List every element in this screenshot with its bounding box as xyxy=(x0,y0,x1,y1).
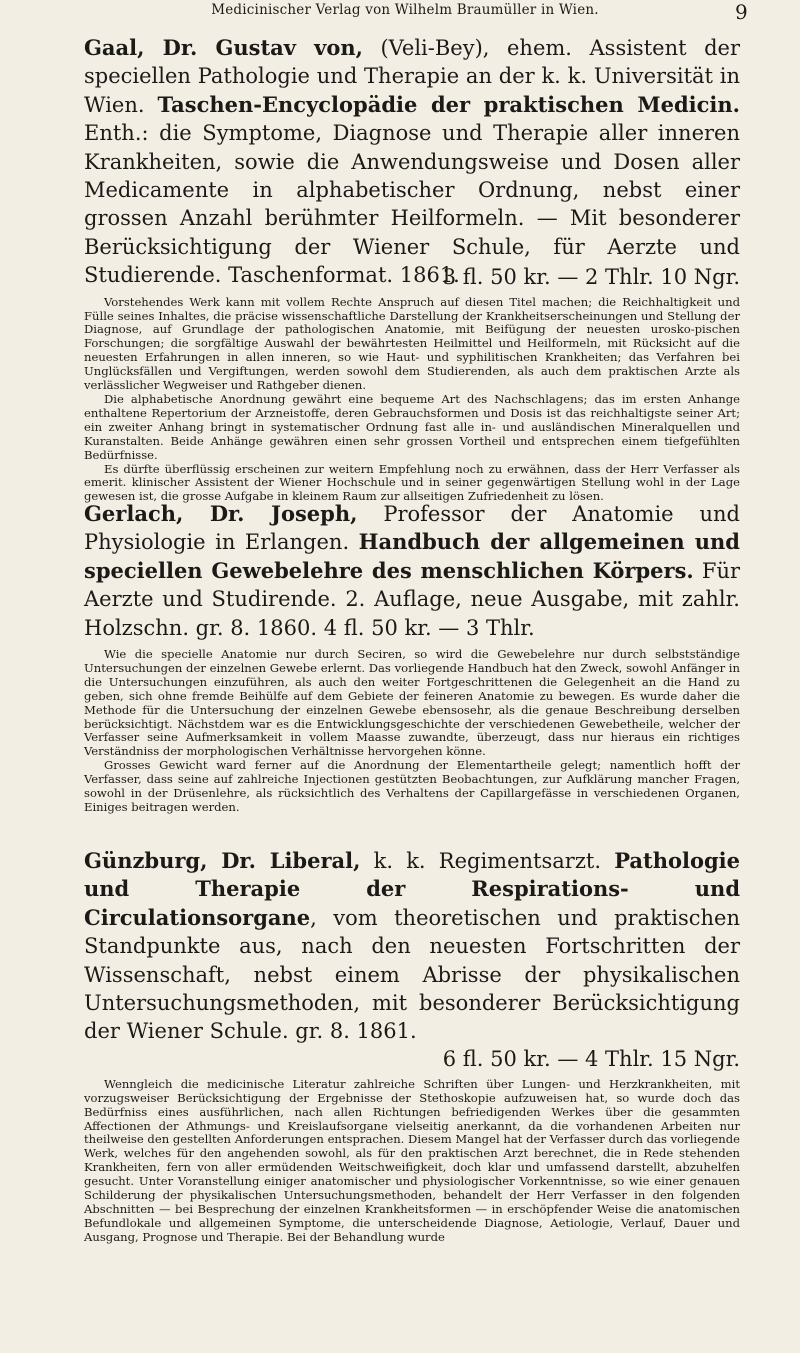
author-description: (Veli-Bey), ehem. Assistent der speciellen Pathologie und Therapie an der k. k. Universität in Wien. xyxy=(84,36,740,117)
description-paragraph: Grosses Gewicht ward ferner auf die Anordnung der Elementartheile gelegt; namentlich hofft der Verfasser, dass seine auf zahlreiche Injectionen gestützten Beobachtungen, zur Aufklärung mancher Fragen, sowohl in der Drüsenlehre, als rücksichtlich des Verhaltens der Capillargefässe in verschiedenen Organen, Einiges beitragen werden. xyxy=(84,758,740,814)
description-paragraph: Vorstehendes Werk kann mit vollem Rechte Anspruch auf diesen Titel machen; die Reichhaltigkeit und Fülle seines Inhaltes, die präcise wissenschaftliche Darstellung der Krankheitserscheinungen und Stellung der Diagnose, auf Grundlage der pathologischen Anatomie, mit Beifügung der neuesten urosko-pischen Forschungen; die sorgfältige Auswahl der bewährtesten Heilmittel und Heilformeln, mit Rücksicht auf die neuesten Erfahrungen in allen inneren, so wie Haut- und syphilitischen Krankheiten; das Verfahren bei Unglücksfällen und Vergiftungen, werden sowohl dem Studierenden, als auch dem praktischen Arzte als verlässlicher Wegweiser und Rathgeber dienen. xyxy=(84,294,740,393)
price: 6 fl. 50 kr. — 4 Thlr. 15 Ngr. xyxy=(442,1046,740,1071)
book-title: Pathologie und Therapie der Respirations- und Circulationsorgane xyxy=(84,848,741,930)
running-head: Medicinischer Verlag von Wilhelm Braumüller in Wien. xyxy=(211,2,599,18)
entry-heading xyxy=(84,34,740,290)
catalog-entry-gerlach xyxy=(84,500,740,815)
author-name: Gaal, Dr. Gustav von, xyxy=(84,35,363,60)
description xyxy=(84,1078,740,1245)
entry-heading xyxy=(84,847,740,1046)
description-paragraph: Die alphabetische Anordnung gewährt eine bequeme Art des Nachschlagens; das im ersten Anhange enthaltene Repertorium der Arzneistoffe, deren Gebrauchsformen und Dosis ist das reichhaltigste seiner Art; ein zweiter Anhang bringt in systematischer Ordnung fast alle in- und ausländischen Mineralquellen und Kuranstalten. Beide Anhänge gewähren einen sehr grossen Vortheil und entsprechen einem tiefgefühlten Bedürfnisse. xyxy=(84,392,740,462)
author-name: Günzburg, Dr. Liberal, xyxy=(84,848,361,873)
description-paragraph: Wie die specielle Anatomie nur durch Seciren, so wird die Gewebelehre nur durch selbstständige Untersuchungen der einzelnen Gewebe erlernt. Das vorliegende Handbuch hat den Zweck, sowohl Anfänger in die Untersuchungen einzuführen, als auch den weiter Fortgeschrittenen die Gelegenheit an die Hand zu geben, sich ohne fremde Beihülfe auf dem Gebiete der feineren Anatomie zu bewegen. Es wurde daher die Methode für die Untersuchung der einzelnen Gewebe ebensosehr, als die genaue Beschreibung derselben berücksichtigt. Nächstdem war es die Entwicklungsgeschichte der verschiedenen Gewebetheile, welcher der Verfasser seine Aufmerksamkeit in vollem Maasse zuwandte, überzeugt, dass nur hieraus ein richtiges Verständniss der morphologischen Verhältnisse hervorgehen könne. xyxy=(84,647,740,759)
page-number: 9 xyxy=(735,0,748,24)
entry-heading xyxy=(84,500,740,642)
book-title: Taschen-Encyclopädie der praktischen Medicin. xyxy=(157,91,740,117)
description-paragraph: Es dürfte überflüssig erscheinen zur weitern Empfehlung noch zu erwähnen, dass der Herr Verfasser als emerit. klinischer Assistent der Wiener Hochschule und in seiner gegenwärtigen Stellung wohl in der Lage gewesen ist, die grosse Aufgabe in kleinem Raum zur allseitigen Zufriedenheit zu lösen. xyxy=(84,461,740,504)
catalog-entry-guenzburg xyxy=(84,847,740,1245)
book-title: Handbuch der allgemeinen und speciellen Gewebelehre des menschlichen Körpers. xyxy=(84,529,740,583)
catalog-entry-gaal xyxy=(84,34,740,504)
book-details: Enth.: die Symptome, Diagnose und Therapie aller inneren Krankheiten, sowie die Anwendungsweise und Dosen aller Medicamente in alphabetischer Ordnung, nebst einer grossen Anzahl berühmter Heilformeln. — Mit besonderer Berücksichtigung der Wiener Schule, für Aerzte und Studierende. Taschenformat. 1861. xyxy=(84,121,740,288)
price: 3 fl. 50 kr. — 2 Thlr. 10 Ngr. xyxy=(442,264,740,289)
book-details: , vom theoretischen und praktischen Standpunkte aus, nach den neuesten Fortschritten der Wissenschaft, nebst einem Abrisse der physikalischen Untersuchungsmethoden, mit besonderer Berücksichtigung der Wiener Schule. gr. 8. 1861. xyxy=(84,905,740,1044)
author-name: Gerlach, Dr. Joseph, xyxy=(84,501,358,526)
book-details: Für Aerzte und Studirende. 2. Auflage, neue Ausgabe, mit zahlr. Holzschn. gr. 8. 1860. 4 fl. 50 kr. — 3 Thlr. xyxy=(84,558,741,640)
price-line xyxy=(84,1046,740,1072)
description-paragraph: Wenngleich die medicinische Literatur zahlreiche Schriften über Lungen- und Herzkrankheiten, mit vorzugsweiser Berücksichtigung der Ergebnisse der Stethoskopie aufzuweisen hat, so wurde doch das Bedürfniss eines ausführlichen, nach allen Richtungen befriedigenden Werkes über die gesammten Affectionen der Athmungs- und Kreislaufsorgane vielseitig anerkannt, da die vorhandenen Arbeiten nur theilweise den gestellten Anforderungen entsprachen. Diesem Mangel hat der Verfasser durch das vorliegende Werk, welches für den angehenden sowohl, als für den praktischen Arzt berechnet, die in Rede stehenden Krankheiten, fern von aller ermüdenden Weitschweifigkeit, doch klar und umfassend darstellt, abzuhelfen gesucht. Unter Voranstellung einiger anatomischer und physiologischer Vorkenntnisse, so wie einer genauen Schilderung der physikalischen Untersuchungsmethoden, behandelt der Herr Verfasser in den folgenden Abschnitten — bei Besprechung der einzelnen Krankheitsformen — in erschöpfender Weise die anatomischen Befundlokale und allgemeinen Symptome, die unterscheidende Diagnose, Aetiologie, Verlauf, Dauer und Ausgang, Prognose und Therapie. Bei der Behandlung wurde xyxy=(84,1076,740,1244)
author-description: Professor der Anatomie und Physiologie in Erlangen. xyxy=(84,502,740,555)
author-description: k. k. Regimentsarzt. xyxy=(360,849,615,873)
description xyxy=(84,296,740,505)
description xyxy=(84,648,740,815)
